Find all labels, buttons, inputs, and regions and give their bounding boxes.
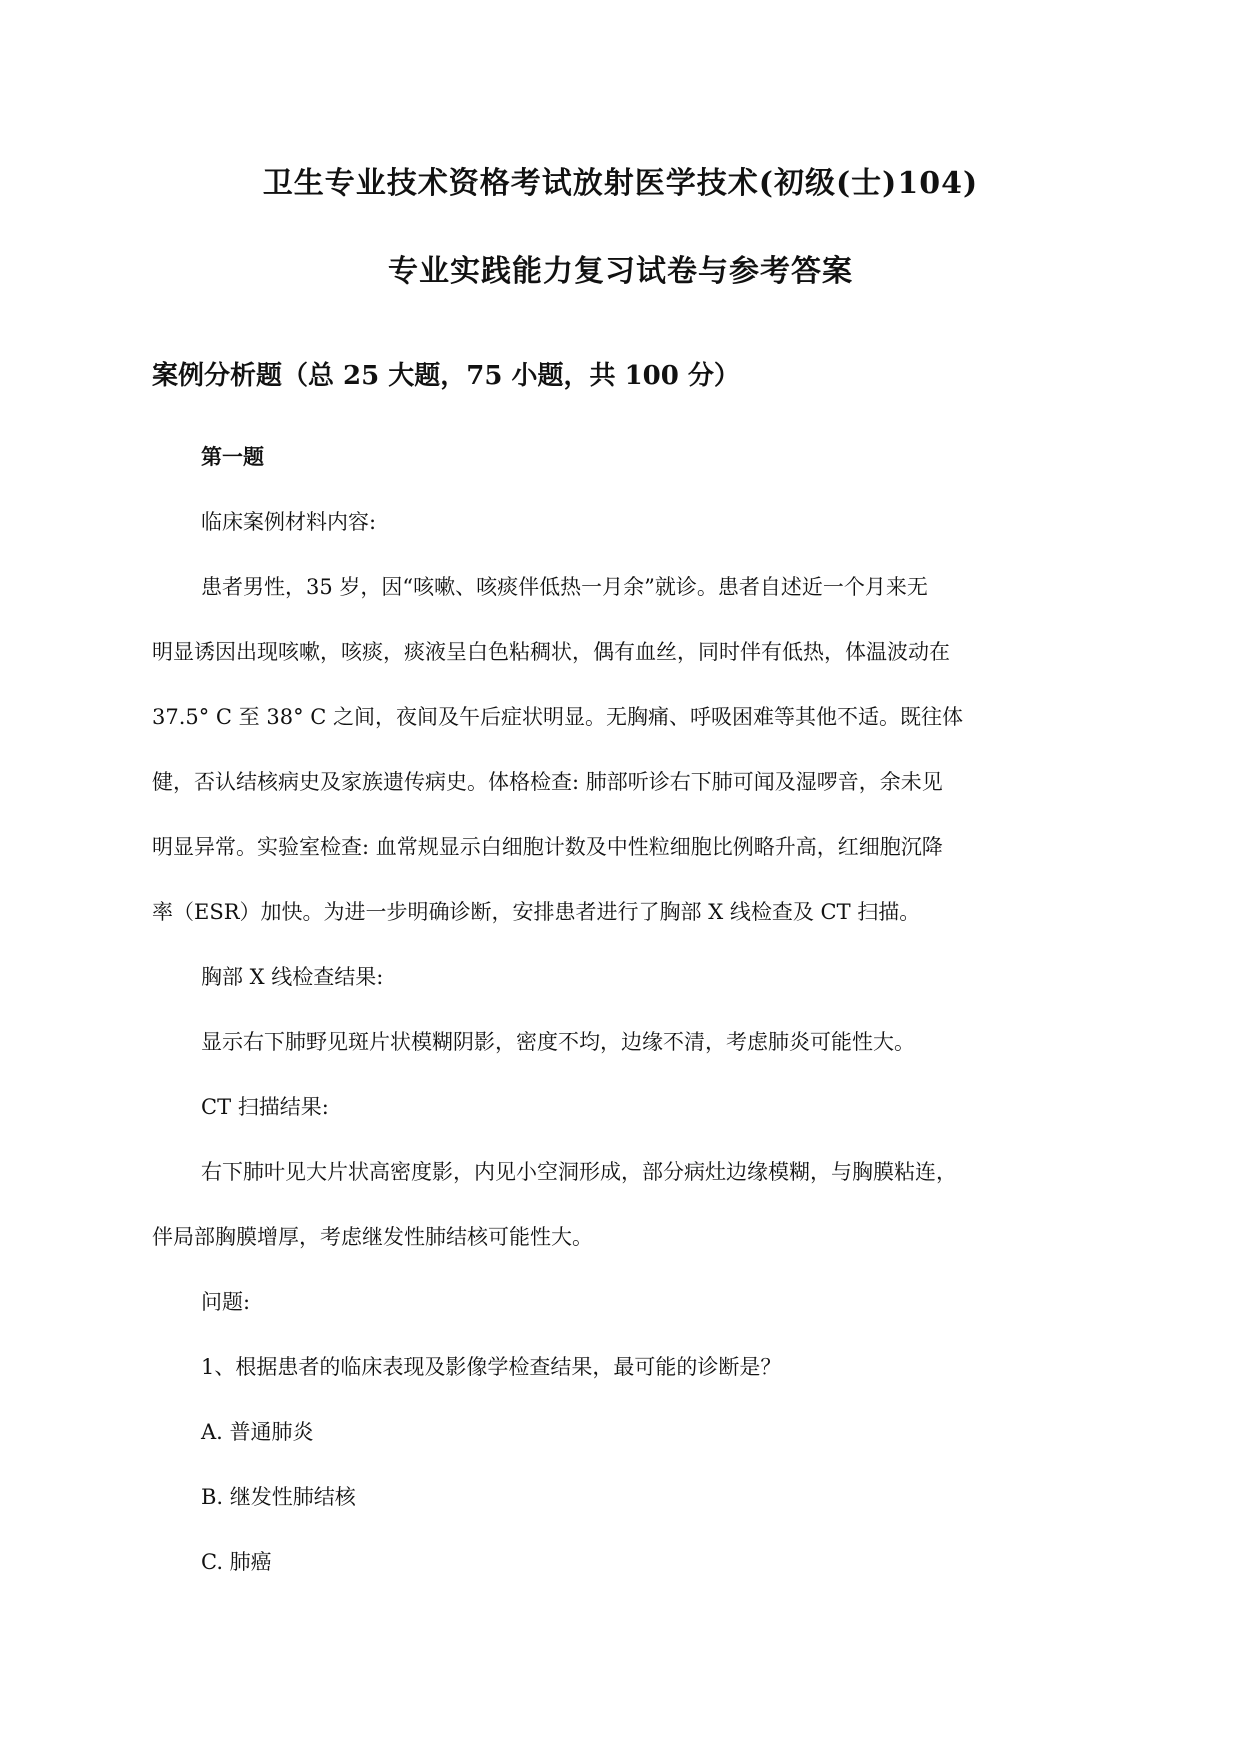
ct-result-line: 右下肺叶见大片状高密度影，内见小空洞形成，部分病灶边缘模糊，与胸膜粘连， [201, 1160, 957, 1184]
material-label: 临床案例材料内容: [201, 510, 377, 534]
ct-result-line: 伴局部胸膜增厚，考虑继发性肺结核可能性大。 [152, 1225, 593, 1249]
xray-result: 显示右下肺野见斑片状模糊阴影，密度不均，边缘不清，考虑肺炎可能性大。 [201, 1030, 915, 1054]
option-a: A. 普通肺炎 [201, 1420, 314, 1444]
option-b: B. 继发性肺结核 [201, 1485, 356, 1509]
case-text-line: 明显异常。实验室检查: 血常规显示白细胞计数及中性粒细胞比例略升高，红细胞沉降 [152, 835, 943, 859]
case-text-line: 37.5° C 至 38° C 之间，夜间及午后症状明显。无胸痛、呼吸困难等其他不适。既往体 [152, 705, 963, 729]
document-title-line-1: 卫生专业技术资格考试放射医学技术(初级(士)104) [262, 166, 979, 201]
option-c: C. 肺癌 [201, 1550, 272, 1574]
question-heading: 第一题 [201, 444, 264, 469]
question-1-text: 1、根据患者的临床表现及影像学检查结果，最可能的诊断是？ [201, 1355, 782, 1379]
case-text-line: 明显诱因出现咳嗽，咳痰，痰液呈白色粘稠状，偶有血丝，同时伴有低热，体温波动在 [152, 640, 950, 664]
section-heading: 案例分析题（总 25 大题，75 小题，共 100 分） [152, 361, 740, 391]
case-text-line: 健，否认结核病史及家族遗传病史。体格检查: 肺部听诊右下肺可闻及湿啰音，余未见 [152, 770, 943, 794]
case-text-line: 患者男性，35 岁，因“咳嗽、咳痰伴低热一月余”就诊。患者自述近一个月来无 [201, 575, 928, 599]
ct-label: CT 扫描结果: [201, 1095, 329, 1119]
document-title-line-2: 专业实践能力复习试卷与参考答案 [388, 254, 853, 289]
xray-label: 胸部 X 线检查结果: [201, 965, 384, 989]
question-label: 问题: [201, 1290, 251, 1314]
case-text-line: 率（ESR）加快。为进一步明确诊断，安排患者进行了胸部 X 线检查及 CT 扫描。 [152, 900, 921, 924]
